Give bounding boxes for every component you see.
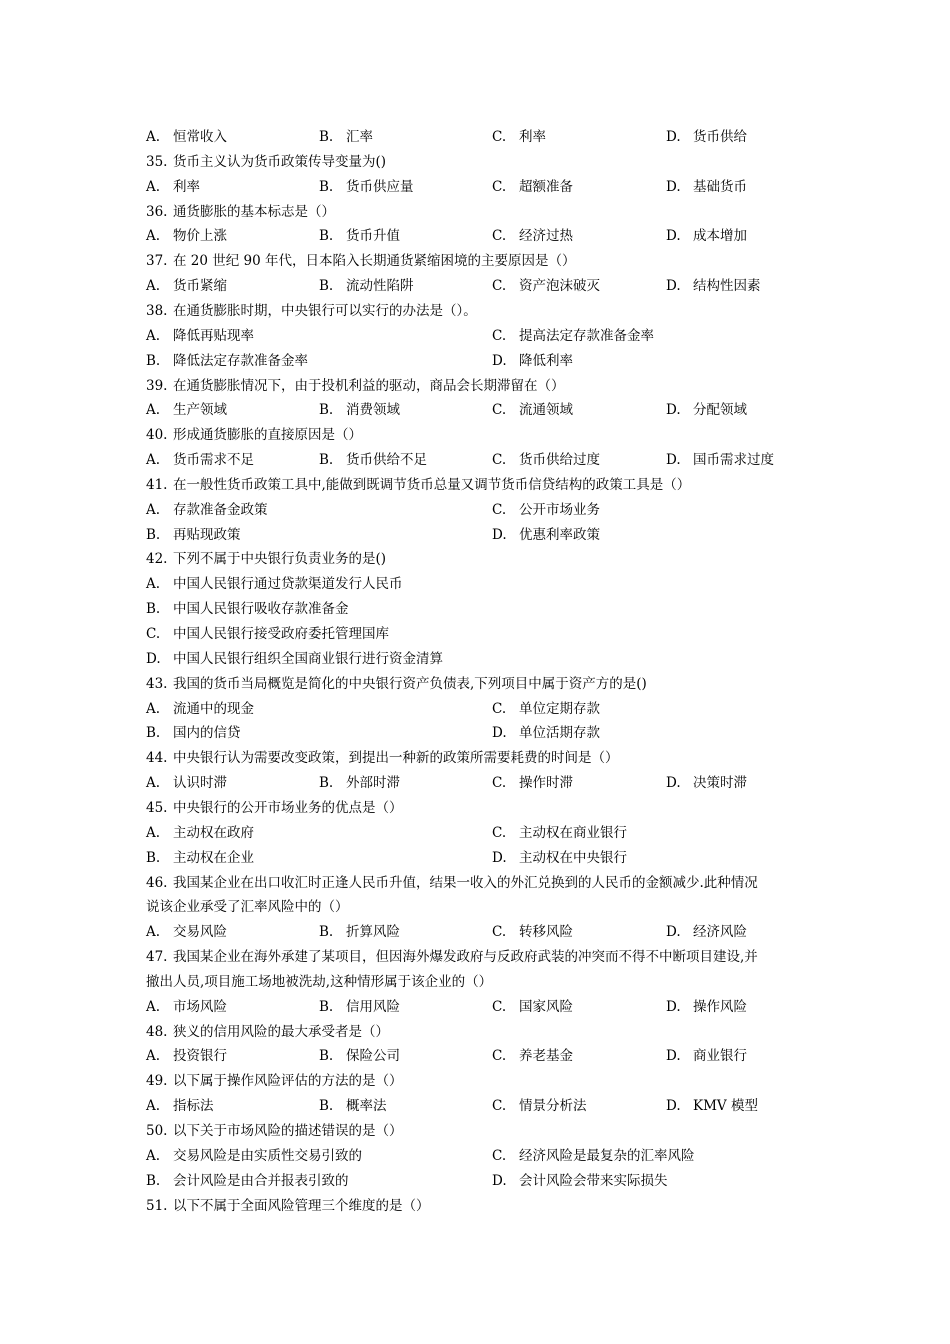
- option-text: 主动权在商业银行: [519, 825, 627, 841]
- option-d: [666, 398, 747, 422]
- option-text: 中国人民银行接受政府委托管理国库: [173, 626, 389, 642]
- question-number: 36.: [146, 204, 168, 220]
- option-text: 成本增加: [693, 228, 747, 244]
- option-b: [319, 125, 373, 149]
- question-text: 下列不属于中央银行负责业务的是(): [173, 551, 387, 567]
- option-letter: D.: [666, 179, 681, 195]
- question-number: 43.: [146, 676, 168, 692]
- option-d: [146, 647, 443, 671]
- q45-options-ac: [146, 821, 816, 845]
- option-letter: D.: [666, 129, 681, 145]
- option-letter: B.: [319, 179, 334, 195]
- option-text: 国币需求过度: [693, 452, 774, 468]
- question-number: 49.: [146, 1073, 168, 1089]
- option-text: 认识时滞: [173, 775, 227, 791]
- q46-question: [146, 871, 816, 895]
- question-text: 中央银行认为需要改变政策，到提出一种新的政策所需要耗费的时间是（）: [173, 750, 619, 766]
- option-text: 中国人民银行通过贷款渠道发行人民币: [173, 576, 403, 592]
- option-text: 资产泡沫破灭: [519, 278, 600, 294]
- option-a: [146, 1044, 227, 1068]
- q44-question: [146, 746, 816, 770]
- option-text: 中国人民银行吸收存款准备金: [173, 601, 349, 617]
- option-text: 操作风险: [693, 999, 747, 1015]
- option-a: [146, 175, 200, 199]
- q48-options: [146, 1044, 816, 1068]
- q47-question-continued: [146, 970, 816, 994]
- q42-option-b: [146, 597, 816, 621]
- option-text: 经济过热: [519, 228, 573, 244]
- option-text: 经济风险: [693, 924, 747, 940]
- question-number: 48.: [146, 1024, 168, 1040]
- q35-options: [146, 175, 816, 199]
- option-letter: D.: [666, 228, 681, 244]
- option-text: 优惠利率政策: [519, 527, 600, 543]
- option-letter: A.: [146, 228, 161, 244]
- option-a: [146, 448, 254, 472]
- option-text: 主动权在中央银行: [519, 850, 627, 866]
- option-text: KMV 模型: [693, 1098, 758, 1114]
- question-text-continued: 撤出人员,项目施工场地被洗劫,这种情形属于该企业的（）: [146, 974, 493, 990]
- option-letter: A.: [146, 402, 161, 418]
- option-d: [492, 349, 573, 373]
- option-b: [319, 274, 414, 298]
- option-letter: D.: [666, 402, 681, 418]
- option-b: [146, 1169, 349, 1193]
- option-text: 指标法: [173, 1098, 214, 1114]
- question-text: 中央银行的公开市场业务的优点是（）: [173, 800, 403, 816]
- option-b: [319, 448, 427, 472]
- option-letter: B.: [319, 1098, 334, 1114]
- option-text: 货币供给过度: [519, 452, 600, 468]
- q43-options-ac: [146, 697, 816, 721]
- q41-options-ac: [146, 498, 816, 522]
- q43-question: [146, 672, 816, 696]
- q47-options: [146, 995, 816, 1019]
- q45-question: [146, 796, 816, 820]
- option-a: [146, 498, 268, 522]
- option-d: [666, 1044, 747, 1068]
- option-letter: D.: [666, 775, 681, 791]
- question-number: 35.: [146, 154, 168, 170]
- option-letter: C.: [492, 1148, 507, 1164]
- question-text: 通货膨胀的基本标志是（）: [173, 204, 335, 220]
- option-letter: A.: [146, 825, 161, 841]
- option-d: [492, 846, 627, 870]
- option-d: [666, 175, 747, 199]
- option-text: 概率法: [346, 1098, 387, 1114]
- option-b: [319, 398, 400, 422]
- q38-options-ac: [146, 324, 816, 348]
- option-text: 存款准备金政策: [173, 502, 268, 518]
- option-d: [666, 995, 747, 1019]
- option-text: 恒常收入: [173, 129, 227, 145]
- option-b: [146, 846, 254, 870]
- question-number: 39.: [146, 378, 168, 394]
- q47-question: [146, 945, 816, 969]
- option-letter: B.: [146, 601, 161, 617]
- option-b: [319, 920, 400, 944]
- option-a: [146, 1094, 214, 1118]
- q46-question-continued: [146, 895, 816, 919]
- option-text: 国家风险: [519, 999, 573, 1015]
- option-d: [492, 721, 600, 745]
- option-letter: A.: [146, 924, 161, 940]
- option-a: [146, 398, 227, 422]
- q40-options: [146, 448, 816, 472]
- option-letter: B.: [319, 999, 334, 1015]
- option-a: [146, 324, 254, 348]
- option-text: 会计风险会带来实际损失: [519, 1173, 668, 1189]
- q46-options: [146, 920, 816, 944]
- option-b: [319, 995, 400, 1019]
- question-text: 狭义的信用风险的最大承受者是（）: [173, 1024, 389, 1040]
- option-d: [666, 920, 747, 944]
- option-text: 商业银行: [693, 1048, 747, 1064]
- option-d: [666, 1094, 758, 1118]
- option-letter: C.: [492, 924, 507, 940]
- q40-question: [146, 423, 816, 447]
- option-text: 超额准备: [519, 179, 573, 195]
- q42-option-d: [146, 647, 816, 671]
- option-c: [492, 821, 627, 845]
- option-letter: C.: [492, 179, 507, 195]
- option-a: [146, 1144, 362, 1168]
- option-d: [666, 224, 747, 248]
- option-letter: A.: [146, 701, 161, 717]
- option-text: 单位定期存款: [519, 701, 600, 717]
- option-letter: B.: [146, 353, 161, 369]
- option-letter: C.: [492, 402, 507, 418]
- option-text: 提高法定存款准备金率: [519, 328, 654, 344]
- option-letter: B.: [319, 278, 334, 294]
- q50-options-bd: [146, 1169, 816, 1193]
- question-number: 41.: [146, 477, 168, 493]
- question-text: 在 20 世纪 90 年代，日本陷入长期通货紧缩困境的主要原因是（）: [173, 253, 576, 269]
- question-text: 我国的货币当局概览是简化的中央银行资产负债表,下列项目中属于资产方的是(): [173, 676, 647, 692]
- option-text: 主动权在企业: [173, 850, 254, 866]
- question-text: 以下属于操作风险评估的方法的是（）: [173, 1073, 403, 1089]
- option-b: [319, 1044, 400, 1068]
- option-b: [146, 523, 241, 547]
- option-d: [492, 1169, 668, 1193]
- option-letter: A.: [146, 1098, 161, 1114]
- option-c: [492, 1044, 573, 1068]
- option-b: [319, 224, 400, 248]
- option-letter: A.: [146, 129, 161, 145]
- option-text: 利率: [519, 129, 546, 145]
- option-letter: B.: [146, 850, 161, 866]
- option-letter: D.: [492, 1173, 507, 1189]
- option-c: [492, 1144, 695, 1168]
- option-text: 利率: [173, 179, 200, 195]
- q39-question: [146, 374, 816, 398]
- option-letter: D.: [666, 1048, 681, 1064]
- question-text: 在一般性货币政策工具中,能做到既调节货币总量又调节货币信贷结构的政策工具是（）: [173, 477, 691, 493]
- q45-options-bd: [146, 846, 816, 870]
- option-text: 决策时滞: [693, 775, 747, 791]
- option-text: 中国人民银行组织全国商业银行进行资金清算: [173, 651, 443, 667]
- option-text: 折算风险: [346, 924, 400, 940]
- option-letter: A.: [146, 179, 161, 195]
- option-d: [666, 274, 761, 298]
- option-b: [319, 771, 400, 795]
- option-a: [146, 224, 227, 248]
- question-number: 37.: [146, 253, 168, 269]
- option-text: 货币供给不足: [346, 452, 427, 468]
- option-letter: A.: [146, 452, 161, 468]
- option-c: [146, 622, 389, 646]
- option-letter: D.: [666, 924, 681, 940]
- question-text: 以下不属于全面风险管理三个维度的是（）: [173, 1198, 430, 1214]
- q42-option-c: [146, 622, 816, 646]
- option-text: 流通中的现金: [173, 701, 254, 717]
- q36-question: [146, 200, 816, 224]
- option-a: [146, 920, 227, 944]
- option-a: [146, 274, 227, 298]
- option-letter: D.: [666, 452, 681, 468]
- q49-question: [146, 1069, 816, 1093]
- option-letter: D.: [492, 850, 507, 866]
- option-letter: B.: [319, 1048, 334, 1064]
- q37-question: [146, 249, 816, 273]
- option-c: [492, 224, 573, 248]
- option-c: [492, 125, 546, 149]
- option-letter: C.: [492, 278, 507, 294]
- option-letter: C.: [492, 328, 507, 344]
- option-letter: C.: [492, 129, 507, 145]
- q34-options: [146, 125, 816, 149]
- option-b: [146, 349, 308, 373]
- option-text: 单位活期存款: [519, 725, 600, 741]
- option-text: 公开市场业务: [519, 502, 600, 518]
- option-letter: D.: [146, 651, 161, 667]
- q44-options: [146, 771, 816, 795]
- option-text: 降低再贴现率: [173, 328, 254, 344]
- option-c: [492, 448, 600, 472]
- option-letter: D.: [666, 278, 681, 294]
- option-text: 货币需求不足: [173, 452, 254, 468]
- option-c: [492, 324, 654, 348]
- option-a: [146, 125, 227, 149]
- q38-options-bd: [146, 349, 816, 373]
- option-text: 货币供给: [693, 129, 747, 145]
- option-text: 流通领域: [519, 402, 573, 418]
- option-text: 市场风险: [173, 999, 227, 1015]
- question-number: 40.: [146, 427, 168, 443]
- q50-options-ac: [146, 1144, 816, 1168]
- option-text: 基础货币: [693, 179, 747, 195]
- option-letter: D.: [492, 527, 507, 543]
- option-letter: B.: [146, 725, 161, 741]
- question-number: 44.: [146, 750, 168, 766]
- option-text: 交易风险是由实质性交易引致的: [173, 1148, 362, 1164]
- option-text: 物价上涨: [173, 228, 227, 244]
- option-d: [492, 523, 600, 547]
- option-text: 降低利率: [519, 353, 573, 369]
- option-letter: B.: [319, 402, 334, 418]
- question-text: 货币主义认为货币政策传导变量为(): [173, 154, 387, 170]
- option-letter: B.: [146, 1173, 161, 1189]
- option-a: [146, 995, 227, 1019]
- option-text: 主动权在政府: [173, 825, 254, 841]
- option-letter: C.: [492, 1048, 507, 1064]
- q36-options: [146, 224, 816, 248]
- question-text: 以下关于市场风险的描述错误的是（）: [173, 1123, 403, 1139]
- option-letter: C.: [492, 228, 507, 244]
- option-letter: B.: [319, 452, 334, 468]
- option-letter: D.: [492, 353, 507, 369]
- option-letter: A.: [146, 576, 161, 592]
- q38-question: [146, 299, 816, 323]
- option-d: [666, 448, 774, 472]
- option-text: 情景分析法: [519, 1098, 587, 1114]
- option-c: [492, 274, 600, 298]
- option-text: 经济风险是最复杂的汇率风险: [519, 1148, 695, 1164]
- option-text: 汇率: [346, 129, 373, 145]
- option-letter: C.: [492, 701, 507, 717]
- option-letter: C.: [492, 452, 507, 468]
- option-letter: B.: [319, 228, 334, 244]
- option-c: [492, 920, 573, 944]
- option-text: 会计风险是由合并报表引致的: [173, 1173, 349, 1189]
- option-text: 信用风险: [346, 999, 400, 1015]
- option-letter: A.: [146, 999, 161, 1015]
- q41-question: [146, 473, 816, 497]
- option-text: 流动性陷阱: [346, 278, 414, 294]
- option-text: 分配领域: [693, 402, 747, 418]
- option-letter: D.: [666, 999, 681, 1015]
- q49-options: [146, 1094, 816, 1118]
- option-c: [492, 995, 573, 1019]
- option-letter: A.: [146, 502, 161, 518]
- option-c: [492, 697, 600, 721]
- option-letter: C.: [492, 502, 507, 518]
- option-b: [146, 721, 241, 745]
- option-letter: C.: [492, 825, 507, 841]
- option-letter: C.: [492, 999, 507, 1015]
- q42-question: [146, 547, 816, 571]
- option-c: [492, 398, 573, 422]
- question-number: 38.: [146, 303, 168, 319]
- option-text: 养老基金: [519, 1048, 573, 1064]
- question-text: 我国某企业在海外承建了某项目，但因海外爆发政府与反政府武装的冲突而不得不中断项目建设,并: [173, 949, 758, 965]
- option-letter: A.: [146, 328, 161, 344]
- option-c: [492, 175, 573, 199]
- question-text: 形成通货膨胀的直接原因是（）: [173, 427, 362, 443]
- question-number: 47.: [146, 949, 168, 965]
- option-letter: B.: [319, 129, 334, 145]
- option-text: 消费领域: [346, 402, 400, 418]
- option-letter: A.: [146, 278, 161, 294]
- q50-question: [146, 1119, 816, 1143]
- option-letter: A.: [146, 1148, 161, 1164]
- option-text: 国内的信贷: [173, 725, 241, 741]
- option-text: 结构性因素: [693, 278, 761, 294]
- option-d: [666, 125, 747, 149]
- option-text: 转移风险: [519, 924, 573, 940]
- question-text: 我国某企业在出口收汇时正逢人民币升值，结果一收入的外汇兑换到的人民币的金额减少.此种情况: [173, 875, 758, 891]
- option-b: [146, 597, 349, 621]
- option-a: [146, 771, 227, 795]
- question-number: 51.: [146, 1198, 168, 1214]
- option-letter: B.: [319, 924, 334, 940]
- q41-options-bd: [146, 523, 816, 547]
- option-letter: C.: [492, 1098, 507, 1114]
- q51-question: [146, 1194, 816, 1218]
- question-text-continued: 说该企业承受了汇率风险中的（）: [146, 899, 349, 915]
- option-letter: C.: [492, 775, 507, 791]
- option-text: 投资银行: [173, 1048, 227, 1064]
- option-text: 再贴现政策: [173, 527, 241, 543]
- option-text: 外部时滞: [346, 775, 400, 791]
- question-text: 在通货膨胀情况下，由于投机利益的驱动，商品会长期滞留在（）: [173, 378, 565, 394]
- option-text: 交易风险: [173, 924, 227, 940]
- question-text: 在通货膨胀时期，中央银行可以实行的办法是（）。: [173, 303, 477, 319]
- option-letter: B.: [146, 527, 161, 543]
- option-text: 操作时滞: [519, 775, 573, 791]
- option-letter: C.: [146, 626, 161, 642]
- q35-question: [146, 150, 816, 174]
- option-text: 货币升值: [346, 228, 400, 244]
- q37-options: [146, 274, 816, 298]
- option-c: [492, 771, 573, 795]
- q39-options: [146, 398, 816, 422]
- option-a: [146, 821, 254, 845]
- option-text: 保险公司: [346, 1048, 400, 1064]
- option-letter: A.: [146, 1048, 161, 1064]
- option-b: [319, 175, 414, 199]
- question-number: 42.: [146, 551, 168, 567]
- option-text: 货币供应量: [346, 179, 414, 195]
- option-text: 生产领域: [173, 402, 227, 418]
- option-text: 货币紧缩: [173, 278, 227, 294]
- option-letter: D.: [666, 1098, 681, 1114]
- option-letter: B.: [319, 775, 334, 791]
- q42-option-a: [146, 572, 816, 596]
- option-b: [319, 1094, 387, 1118]
- question-number: 50.: [146, 1123, 168, 1139]
- option-c: [492, 498, 600, 522]
- option-a: [146, 697, 254, 721]
- option-text: 降低法定存款准备金率: [173, 353, 308, 369]
- question-number: 46.: [146, 875, 168, 891]
- option-c: [492, 1094, 587, 1118]
- q48-question: [146, 1020, 816, 1044]
- option-d: [666, 771, 747, 795]
- q43-options-bd: [146, 721, 816, 745]
- question-number: 45.: [146, 800, 168, 816]
- option-letter: A.: [146, 775, 161, 791]
- option-letter: D.: [492, 725, 507, 741]
- option-a: [146, 572, 403, 596]
